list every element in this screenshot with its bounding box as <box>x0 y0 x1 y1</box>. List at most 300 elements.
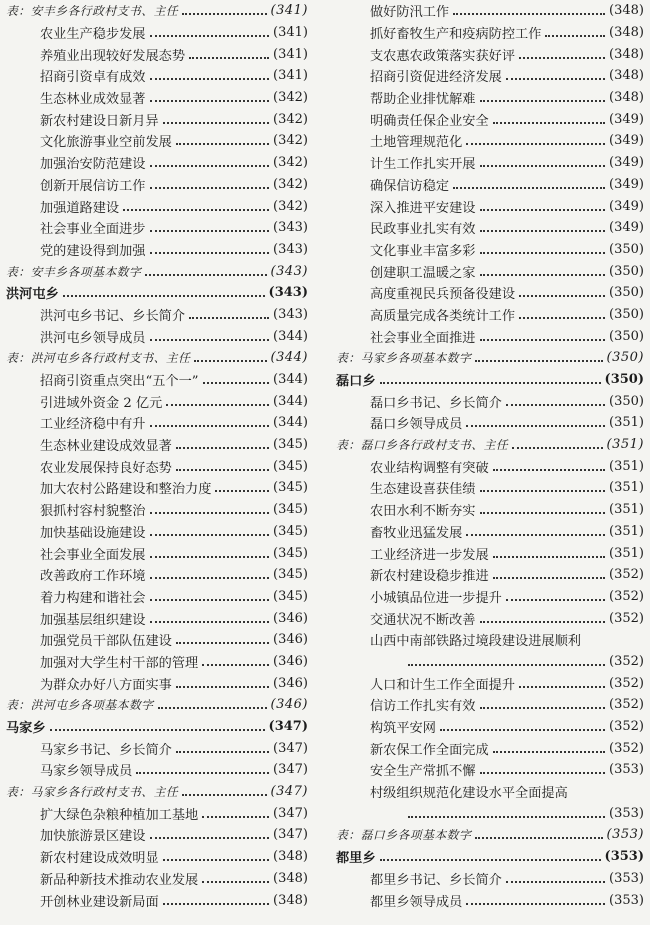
toc-page-number: (343) <box>273 306 308 322</box>
toc-entry-title: 党的建设得到加强 <box>40 243 146 259</box>
toc-entry-title: 表：马家乡各项基本数字 <box>336 351 472 366</box>
toc-page-number: (345) <box>273 588 308 604</box>
toc-entry <box>336 65 644 87</box>
toc-entry <box>6 195 308 217</box>
toc-page-number: (350) <box>609 393 644 409</box>
toc-entry-title: 小城镇品位进一步提升 <box>370 590 502 606</box>
toc-entry <box>336 304 644 326</box>
toc-entry-title: 农业结构调整有突破 <box>370 460 489 476</box>
toc-entry <box>6 694 308 716</box>
toc-page-number: (348) <box>609 68 644 84</box>
toc-leader-dots <box>506 598 605 601</box>
toc-leader-dots <box>453 12 605 15</box>
toc-entry <box>336 802 644 824</box>
toc-entry <box>6 390 308 412</box>
toc-entry-title: 扩大绿色杂粮种植加工基地 <box>40 807 199 823</box>
toc-page-number: (353) <box>609 762 644 778</box>
toc-entry <box>336 586 644 608</box>
toc-entry <box>336 694 644 716</box>
toc-leader-dots <box>166 403 269 406</box>
toc-leader-dots <box>380 858 601 861</box>
toc-entry <box>6 868 308 890</box>
toc-leader-dots <box>150 555 270 558</box>
toc-leader-dots <box>475 359 602 362</box>
toc-entry <box>336 174 644 196</box>
toc-page-number: (348) <box>609 25 644 41</box>
toc-leader-dots <box>480 273 606 276</box>
toc-entry-title: 都里乡书记、乡长简介 <box>370 872 502 888</box>
toc-entry-title: 洪河屯乡领导成员 <box>40 330 146 346</box>
toc-entry <box>336 152 644 174</box>
toc-leader-dots <box>480 229 606 232</box>
toc-leader-dots <box>150 511 270 514</box>
toc-page-number: (350) <box>604 372 644 388</box>
toc-page-number: (341) <box>270 3 308 19</box>
toc-entry <box>336 542 644 564</box>
toc-leader-dots <box>189 316 269 319</box>
toc-leader-dots <box>150 186 270 189</box>
toc-entry <box>336 434 644 456</box>
toc-entry-title: 高质量完成各类统计工作 <box>370 308 516 324</box>
toc-entry <box>336 390 644 412</box>
toc-entry <box>336 87 644 109</box>
toc-page-number: (349) <box>609 220 644 236</box>
toc-leader-dots <box>150 836 270 839</box>
toc-page-number: (342) <box>273 176 308 192</box>
toc-page-number: (351) <box>609 458 644 474</box>
toc-page-number: (347) <box>273 740 308 756</box>
toc-entry-title: 磊口乡 <box>336 374 376 390</box>
toc-page-number: (342) <box>273 155 308 171</box>
toc-leader-dots <box>182 793 266 796</box>
toc-leader-dots <box>123 208 269 211</box>
toc-entry <box>6 607 308 629</box>
toc-leader-dots <box>480 251 606 254</box>
toc-leader-dots <box>145 273 266 276</box>
toc-page-number: (344) <box>273 393 308 409</box>
toc-leader-dots <box>466 533 605 536</box>
toc-entry <box>6 304 308 326</box>
toc-leader-dots <box>466 424 605 427</box>
toc-entry <box>336 108 644 130</box>
toc-entry-title: 表：洪河屯乡各项基本数字 <box>6 698 154 713</box>
toc-entry <box>336 607 644 629</box>
toc-entry-title: 表：磊口乡各行政村支书、主任 <box>336 438 509 453</box>
toc-entry-title: 村级组织规范化建设水平全面提高 <box>370 786 568 802</box>
toc-page-number: (341) <box>273 68 308 84</box>
toc-leader-dots <box>176 142 269 145</box>
toc-leader-dots <box>519 685 605 688</box>
toc-page-number: (352) <box>609 697 644 713</box>
toc-leader-dots <box>63 294 265 297</box>
toc-entry <box>336 521 644 543</box>
toc-page-number: (343) <box>268 285 308 301</box>
toc-page-number: (352) <box>609 675 644 691</box>
toc-entry <box>6 43 308 65</box>
toc-section-heading <box>336 369 644 391</box>
toc-entry <box>336 781 644 803</box>
toc-leader-dots <box>506 77 605 80</box>
toc-page-number: (344) <box>273 372 308 388</box>
toc-entry-title: 着力构建和谐社会 <box>40 590 146 606</box>
toc-page-number: (352) <box>609 719 644 735</box>
toc-entry <box>336 0 644 22</box>
toc-leader-dots <box>453 186 605 189</box>
toc-entry-title: 加大农村公路建设和整治力度 <box>40 482 212 498</box>
toc-entry <box>6 499 308 521</box>
toc-entry <box>336 455 644 477</box>
toc-entry-title: 加快基础设施建设 <box>40 525 146 541</box>
toc-entry <box>336 130 644 152</box>
toc-page-number: (351) <box>606 437 644 453</box>
toc-page-number: (351) <box>609 415 644 431</box>
toc-leader-dots <box>150 77 270 80</box>
toc-entry <box>336 824 644 846</box>
toc-entry-title: 新农村建设成效明显 <box>40 851 159 867</box>
toc-entry-title: 招商引资卓有成效 <box>40 70 146 86</box>
toc-entry <box>6 629 308 651</box>
toc-entry-title: 构筑平安网 <box>370 721 436 737</box>
toc-entry <box>336 651 644 673</box>
toc-leader-dots <box>158 706 267 709</box>
toc-entry <box>6 651 308 673</box>
toc-entry-title: 山西中南部铁路过境段建设进展顺利 <box>370 634 581 650</box>
toc-entry-title: 明确责任保企业安全 <box>370 113 489 129</box>
toc-leader-dots <box>150 251 270 254</box>
toc-entry-title: 加强道路建设 <box>40 200 120 216</box>
toc-right-column <box>336 0 644 911</box>
toc-entry <box>6 87 308 109</box>
toc-page-number: (352) <box>609 588 644 604</box>
toc-entry-title: 土地管理规范化 <box>370 135 463 151</box>
toc-entry-title: 新品种新技术推动农业发展 <box>40 872 199 888</box>
toc-entry-title: 狠抓村容村貌整治 <box>40 504 146 520</box>
toc-entry-title: 社会事业全面发展 <box>40 547 146 563</box>
toc-entry <box>6 477 308 499</box>
toc-leader-dots <box>475 836 602 839</box>
toc-leader-dots <box>506 403 605 406</box>
toc-page-number: (353) <box>609 805 644 821</box>
toc-entry-title: 农田水利不断夯实 <box>370 504 476 520</box>
toc-leader-dots <box>440 728 605 731</box>
toc-entry-title: 文化旅游事业空前发展 <box>40 135 172 151</box>
toc-leader-dots <box>480 164 606 167</box>
toc-entry <box>6 521 308 543</box>
toc-leader-dots <box>519 316 605 319</box>
toc-entry-title: 生态林业成效显著 <box>40 92 146 108</box>
toc-entry <box>6 455 308 477</box>
toc-entry-title: 表：马家乡各行政村支书、主任 <box>6 785 179 800</box>
toc-entry <box>6 108 308 130</box>
toc-page-number: (341) <box>273 46 308 62</box>
toc-leader-dots <box>466 902 605 905</box>
toc-entry <box>6 586 308 608</box>
toc-page-number: (351) <box>609 480 644 496</box>
toc-page-number: (346) <box>273 675 308 691</box>
toc-entry <box>336 195 644 217</box>
toc-entry-title: 磊口乡领导成员 <box>370 417 463 433</box>
toc-entry <box>6 542 308 564</box>
toc-leader-dots <box>202 815 269 818</box>
toc-entry <box>6 824 308 846</box>
toc-entry <box>6 434 308 456</box>
toc-leader-dots <box>512 446 602 449</box>
toc-entry <box>6 325 308 347</box>
toc-entry-title: 深入推进平安建设 <box>370 200 476 216</box>
toc-leader-dots <box>150 598 270 601</box>
toc-page-number: (349) <box>609 133 644 149</box>
toc-entry <box>336 347 644 369</box>
toc-leader-dots <box>408 815 605 818</box>
toc-leader-dots <box>480 511 606 514</box>
toc-entry <box>6 130 308 152</box>
toc-entry <box>336 412 644 434</box>
toc-entry <box>336 282 644 304</box>
toc-leader-dots <box>493 555 605 558</box>
toc-page-number: (345) <box>273 480 308 496</box>
toc-entry <box>336 759 644 781</box>
toc-leader-dots <box>480 99 606 102</box>
toc-entry <box>336 672 644 694</box>
toc-entry-title: 信访工作扎实有效 <box>370 699 476 715</box>
toc-entry-title: 计生工作扎实开展 <box>370 157 476 173</box>
toc-entry-title: 高度重视民兵预备役建设 <box>370 287 516 303</box>
toc-entry-title: 加强党员干部队伍建设 <box>40 634 172 650</box>
toc-section-heading <box>336 846 644 868</box>
toc-entry-title: 加强基层组织建设 <box>40 612 146 628</box>
toc-leader-dots <box>480 706 606 709</box>
toc-page-number: (345) <box>273 458 308 474</box>
toc-page-number: (351) <box>609 523 644 539</box>
toc-leader-dots <box>480 489 606 492</box>
toc-entry <box>6 737 308 759</box>
toc-entry-title: 都里乡 <box>336 851 376 867</box>
toc-leader-dots <box>480 208 606 211</box>
toc-page-number: (346) <box>270 697 308 713</box>
toc-leader-dots <box>480 620 606 623</box>
toc-section-heading <box>6 716 308 738</box>
toc-entry <box>336 629 644 651</box>
toc-entry-title: 为群众办好八方面实事 <box>40 677 172 693</box>
toc-leader-dots <box>150 620 270 623</box>
toc-entry <box>6 239 308 261</box>
toc-entry-title: 表：安丰乡各行政村支书、主任 <box>6 4 179 19</box>
toc-page-number: (353) <box>609 870 644 886</box>
toc-page-number: (343) <box>273 220 308 236</box>
toc-page-number: (348) <box>273 892 308 908</box>
toc-page-number: (344) <box>273 328 308 344</box>
toc-page-number: (347) <box>273 762 308 778</box>
toc-page-number: (351) <box>609 502 644 518</box>
toc-page-number: (342) <box>273 90 308 106</box>
toc-entry <box>6 781 308 803</box>
toc-leader-dots <box>163 902 269 905</box>
toc-entry-title: 新农村建设日新月异 <box>40 113 159 129</box>
toc-left-column <box>6 0 308 911</box>
toc-page-number: (350) <box>609 241 644 257</box>
toc-leader-dots <box>203 381 269 384</box>
toc-entry-title: 加强对大学生村干部的管理 <box>40 655 199 671</box>
toc-leader-dots <box>215 489 269 492</box>
toc-leader-dots <box>506 880 605 883</box>
toc-leader-dots <box>150 229 270 232</box>
toc-leader-dots <box>202 663 269 666</box>
toc-page-number: (353) <box>609 892 644 908</box>
toc-leader-dots <box>480 771 606 774</box>
toc-entry <box>6 174 308 196</box>
toc-entry-title: 工业经济进一步发展 <box>370 547 489 563</box>
toc-entry-title: 引进域外资金 2 亿元 <box>40 395 163 411</box>
toc-entry-title: 社会事业全面推进 <box>370 330 476 346</box>
toc-entry-title: 洪河屯乡 <box>6 287 59 303</box>
toc-page-number: (352) <box>609 610 644 626</box>
toc-entry-title: 农业发展保持良好态势 <box>40 460 172 476</box>
toc-page-number: (342) <box>273 133 308 149</box>
toc-leader-dots <box>493 750 605 753</box>
toc-entry <box>6 412 308 434</box>
toc-entry-title: 社会事业全面进步 <box>40 222 146 238</box>
toc-entry-title: 都里乡领导成员 <box>370 894 463 910</box>
toc-leader-dots <box>545 34 605 37</box>
toc-entry <box>6 217 308 239</box>
toc-entry <box>336 889 644 911</box>
toc-leader-dots <box>150 99 270 102</box>
toc-entry-title: 新农保工作全面完成 <box>370 742 489 758</box>
toc-page-number: (348) <box>273 870 308 886</box>
toc-page-number: (346) <box>273 632 308 648</box>
toc-entry-title: 工业经济稳中有升 <box>40 417 146 433</box>
toc-page-number: (353) <box>604 849 644 865</box>
toc-page-number: (349) <box>609 198 644 214</box>
toc-page-number: (346) <box>273 610 308 626</box>
toc-entry-title: 磊口乡书记、乡长简介 <box>370 395 502 411</box>
toc-entry <box>6 65 308 87</box>
toc-leader-dots <box>150 576 270 579</box>
toc-leader-dots <box>163 121 269 124</box>
toc-entry-title: 创建职工温暖之家 <box>370 265 476 281</box>
toc-leader-dots <box>176 750 269 753</box>
toc-entry-title: 招商引资重点突出“五个一” <box>40 374 199 390</box>
toc-entry-title: 帮助企业排忧解难 <box>370 92 476 108</box>
toc-page-number: (353) <box>606 827 644 843</box>
toc-page-number: (350) <box>609 285 644 301</box>
toc-entry <box>6 672 308 694</box>
toc-page-number: (348) <box>609 3 644 19</box>
toc-leader-dots <box>163 858 269 861</box>
toc-entry-title: 洪河屯乡书记、乡长简介 <box>40 308 186 324</box>
toc-leader-dots <box>408 663 605 666</box>
toc-entry <box>6 846 308 868</box>
toc-page-number: (350) <box>609 306 644 322</box>
toc-page-number: (345) <box>273 502 308 518</box>
toc-entry-title: 创新开展信访工作 <box>40 178 146 194</box>
toc-leader-dots <box>176 446 269 449</box>
toc-entry-title: 生态建设喜获佳绩 <box>370 482 476 498</box>
toc-leader-dots <box>150 338 270 341</box>
toc-entry <box>6 260 308 282</box>
toc-leader-dots <box>194 359 266 362</box>
toc-page-number: (349) <box>609 176 644 192</box>
toc-entry-title: 生态林业建设成效显著 <box>40 439 172 455</box>
toc-page-number: (352) <box>609 567 644 583</box>
toc-leader-dots <box>466 142 605 145</box>
toc-leader-dots <box>519 56 605 59</box>
toc-entry-title: 确保信访稳定 <box>370 178 450 194</box>
toc-entry <box>6 152 308 174</box>
toc-entry <box>336 43 644 65</box>
toc-entry-title: 马家乡书记、乡长简介 <box>40 742 172 758</box>
toc-leader-dots <box>189 56 269 59</box>
toc-page-number: (350) <box>609 263 644 279</box>
toc-leader-dots <box>50 728 265 731</box>
toc-page-number: (342) <box>273 198 308 214</box>
toc-page-number: (349) <box>609 111 644 127</box>
toc-entry-title: 马家乡领导成员 <box>40 764 133 780</box>
toc-page-number: (343) <box>270 263 308 279</box>
toc-page-number: (346) <box>273 653 308 669</box>
toc-entry-title: 养殖业出现较好发展态势 <box>40 48 186 64</box>
toc-entry <box>336 260 644 282</box>
toc-entry <box>6 0 308 22</box>
toc-entry-title: 文化事业丰富多彩 <box>370 243 476 259</box>
toc-page-number: (352) <box>609 653 644 669</box>
toc-leader-dots <box>182 12 266 15</box>
toc-page-number: (352) <box>609 740 644 756</box>
toc-entry-title: 安全生产常抓不懈 <box>370 764 476 780</box>
toc-page-number: (345) <box>273 437 308 453</box>
toc-entry-title: 表：磊口乡各项基本数字 <box>336 828 472 843</box>
toc-entry-title: 支农惠农政策落实获好评 <box>370 48 516 64</box>
toc-leader-dots <box>493 576 605 579</box>
toc-entry-title: 加快旅游景区建设 <box>40 829 146 845</box>
toc-page-number: (348) <box>609 90 644 106</box>
toc-section-heading <box>6 282 308 304</box>
toc-entry-title: 交通状况不断改善 <box>370 612 476 628</box>
toc-entry-title: 表：安丰乡各项基本数字 <box>6 264 142 279</box>
toc-page-number: (351) <box>609 545 644 561</box>
toc-entry-title: 抓好畜牧生产和疫病防控工作 <box>370 27 542 43</box>
toc-page-number: (347) <box>268 719 308 735</box>
toc-page-number: (344) <box>273 415 308 431</box>
toc-leader-dots <box>493 121 605 124</box>
toc-entry <box>6 802 308 824</box>
toc-page-number: (345) <box>273 545 308 561</box>
toc-entry-title: 加强治安防范建设 <box>40 157 146 173</box>
toc-entry <box>6 22 308 44</box>
toc-leader-dots <box>519 294 605 297</box>
toc-entry <box>6 759 308 781</box>
toc-entry <box>6 369 308 391</box>
toc-entry <box>336 737 644 759</box>
toc-leader-dots <box>176 641 269 644</box>
toc-page-number: (347) <box>270 784 308 800</box>
toc-entry <box>336 868 644 890</box>
toc-leader-dots <box>176 468 269 471</box>
toc-entry <box>6 564 308 586</box>
toc-leader-dots <box>380 381 601 384</box>
toc-entry <box>336 499 644 521</box>
toc-leader-dots <box>136 771 269 774</box>
toc-page-number: (344) <box>270 350 308 366</box>
toc-page-number: (342) <box>273 111 308 127</box>
toc-entry <box>6 889 308 911</box>
toc-page-number: (345) <box>273 567 308 583</box>
toc-entry-title: 畜牧业迅猛发展 <box>370 525 463 541</box>
toc-entry <box>336 22 644 44</box>
toc-entry <box>336 716 644 738</box>
toc-entry <box>336 217 644 239</box>
toc-page-number: (345) <box>273 523 308 539</box>
